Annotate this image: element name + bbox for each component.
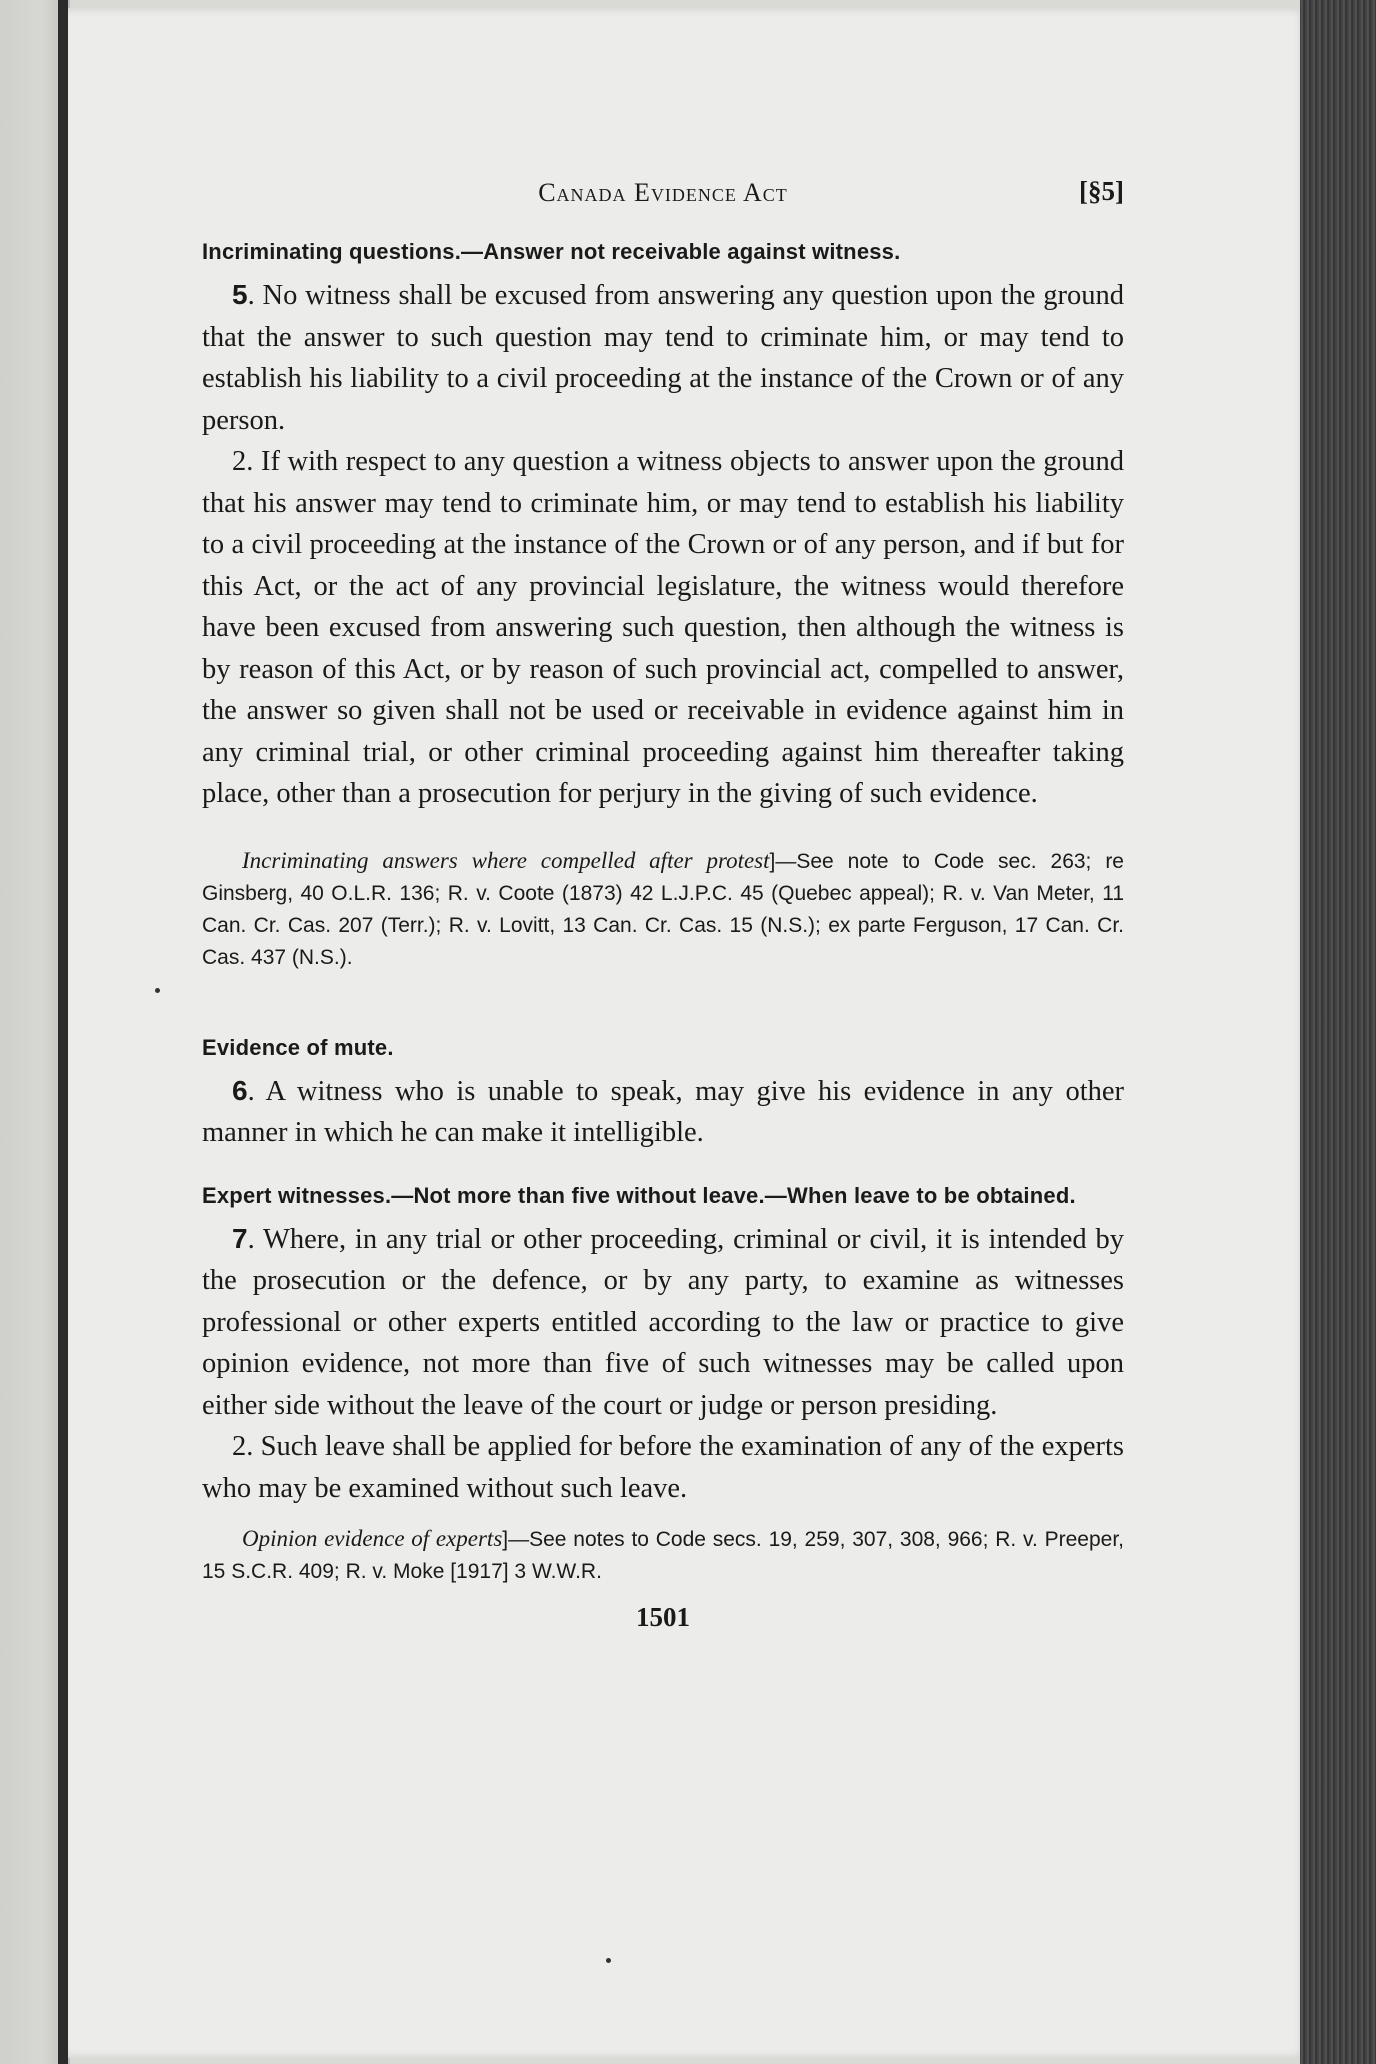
page-number: 1501: [636, 1602, 690, 1632]
section-number: 7: [232, 1222, 248, 1254]
section-reference: [§5]: [1079, 176, 1124, 206]
section-number: 6: [232, 1074, 248, 1106]
paragraph-text: . No witness shall be excused from answering any question upon the ground that the answer to such question may tend to criminate him, or may tend to establish his liability to a civil proceeding at the instance of the Crown or of any person.: [202, 280, 1124, 436]
paragraph: [202, 274, 1124, 441]
paragraph: [202, 1070, 1124, 1154]
note-title: Incriminating answers where compelled after protest: [242, 847, 770, 873]
annotation-note: [202, 1523, 1124, 1588]
spine-shadow: [58, 0, 68, 2064]
section-heading: Expert witnesses.—Not more than five without leave.—When leave to be obtained.: [202, 1182, 1076, 1208]
note-text: ]—See note to Code sec. 263; re Ginsberg, 40 O.L.R. 136; R. v. Coote (1873) 42 L.J.P.C. 45 (Quebec appeal); R. v. Van Meter, 11 Can. Cr. Cas. 207 (Terr.); R. v. Lovitt, 13 Can. Cr. Cas. 15 (N.S.); ex parte Ferguson, 17 Can. Cr. Cas. 437 (N.S.).: [202, 849, 1124, 969]
section-heading: Incriminating questions.—Answer not receivable against witness.: [202, 239, 901, 264]
section-7: [202, 1180, 1124, 1589]
ink-speck: [606, 1958, 611, 1963]
running-head: Canada Evidence Act: [538, 178, 788, 207]
section-heading: Evidence of mute.: [202, 1034, 394, 1060]
paragraph-text: 2. Such leave shall be applied for before the examination of any of the experts who may be examined without such leave.: [202, 1431, 1124, 1504]
section-5: [202, 236, 1124, 974]
ink-speck: [155, 988, 160, 993]
paragraph: [202, 1426, 1124, 1509]
note-text: ]—See notes to Code secs. 19, 259, 307, 308, 966; R. v. Preeper, 15 S.C.R. 409; R. v. Moke [1917] 3 W.W.R.: [202, 1528, 1124, 1583]
page-content: [202, 172, 1124, 1633]
note-title: Opinion evidence of experts: [242, 1526, 503, 1551]
page-header: [202, 172, 1124, 216]
paragraph-text: . Where, in any trial or other proceeding, criminal or civil, it is intended by the prosecution or the defence, or by any party, to examine as witnesses professional or other experts entitled according to the law or practice to give opinion evidence, not more than five of such witnesses may be called upon either side without the leave of the court or judge or person presiding.: [202, 1223, 1124, 1421]
section-6: [202, 1032, 1124, 1154]
paragraph-text: 2. If with respect to any question a witness objects to answer upon the ground that his answer may tend to criminate him, or may tend to establish his liability to a civil proceeding at the instance of the Crown or of any person, and if but for this Act, or the act of any provincial legislature, the witness would therefore have been excused from answering such question, then although the witness is by reason of this Act, or by reason of such provincial act, compelled to answer, the answer so given shall not be used or receivable in evidence against him in any criminal trial, or other criminal proceeding against him thereafter taking place, other than a prosecution for perjury in the giving of such evidence.: [202, 446, 1124, 809]
paragraph-text: . A witness who is unable to speak, may give his evidence in any other manner in which he can make it intelligible.: [202, 1075, 1124, 1148]
annotation-note: [202, 845, 1124, 974]
section-number: 5: [232, 279, 248, 310]
paragraph: [202, 441, 1124, 815]
paragraph: [202, 1218, 1124, 1427]
page-edges: [1300, 0, 1376, 2064]
